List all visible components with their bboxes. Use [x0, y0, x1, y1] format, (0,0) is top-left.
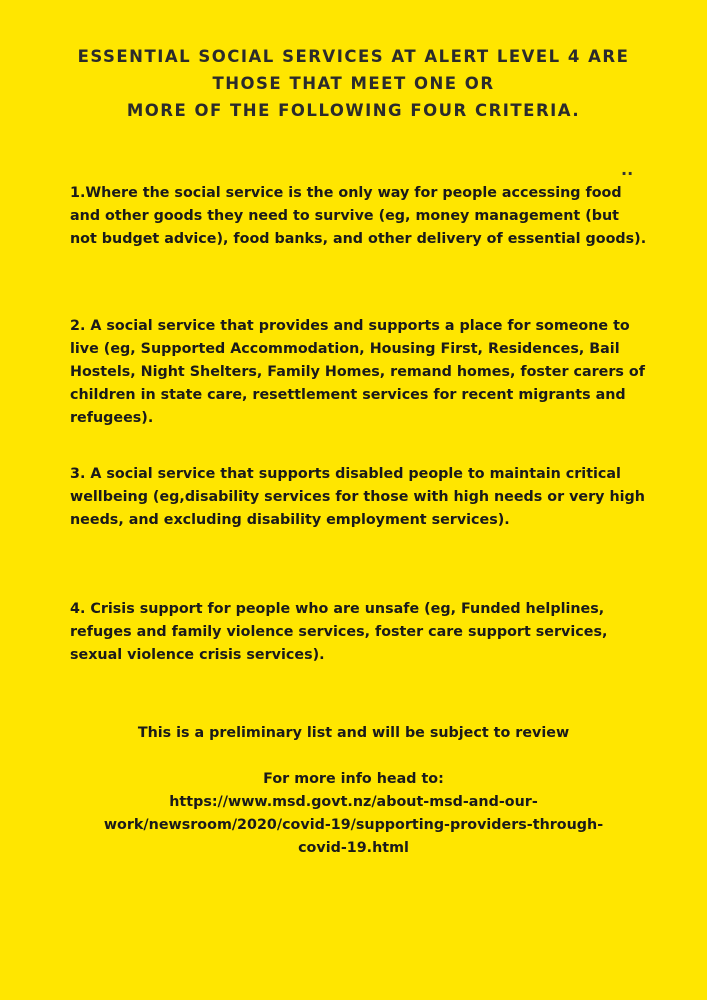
title-line-2: THOSE THAT MEET ONE OR — [212, 74, 495, 93]
page-title — [40, 43, 667, 124]
title-line-1: ESSENTIAL SOCIAL SERVICES AT ALERT LEVEL 4 ARE — [77, 47, 630, 66]
more-info-url-line-2: work/newsroom/2020/covid-19/supporting-providers-through- — [103, 817, 604, 833]
preliminary-note: This is a preliminary list and will be subject to review — [137, 725, 570, 741]
more-info-url-line-1: https://www.msd.govt.nz/about-msd-and-our- — [169, 794, 538, 810]
decorative-dots: .. — [621, 160, 634, 179]
criterion-3: 3. A social service that supports disabled people to maintain critical wellbeing (eg,disability services for those with high needs or very high needs, and excluding disability employment services). — [70, 466, 645, 528]
criterion-2: 2. A social service that provides and supports a place for someone to live (eg, Supported Accommodation, Housing First, Residences, Bail Hostels, Night Shelters, Family Homes, remand homes, foster carers of children in state care, resettlement services for recent migrants and refugees). — [70, 318, 645, 426]
more-info-label: For more info head to: — [263, 771, 444, 787]
title-line-3: MORE OF THE FOLLOWING FOUR CRITERIA. — [126, 101, 581, 120]
more-info — [40, 768, 667, 860]
more-info-url-line-3: covid-19.html — [298, 840, 409, 856]
criterion-4: 4. Crisis support for people who are unsafe (eg, Funded helplines, refuges and family violence services, foster care support services, sexual violence crisis services). — [70, 601, 608, 663]
criterion-1: 1.Where the social service is the only way for people accessing food and other goods they need to survive (eg, money management (but not budget advice), food banks, and other delivery of essential goods). — [70, 185, 647, 247]
